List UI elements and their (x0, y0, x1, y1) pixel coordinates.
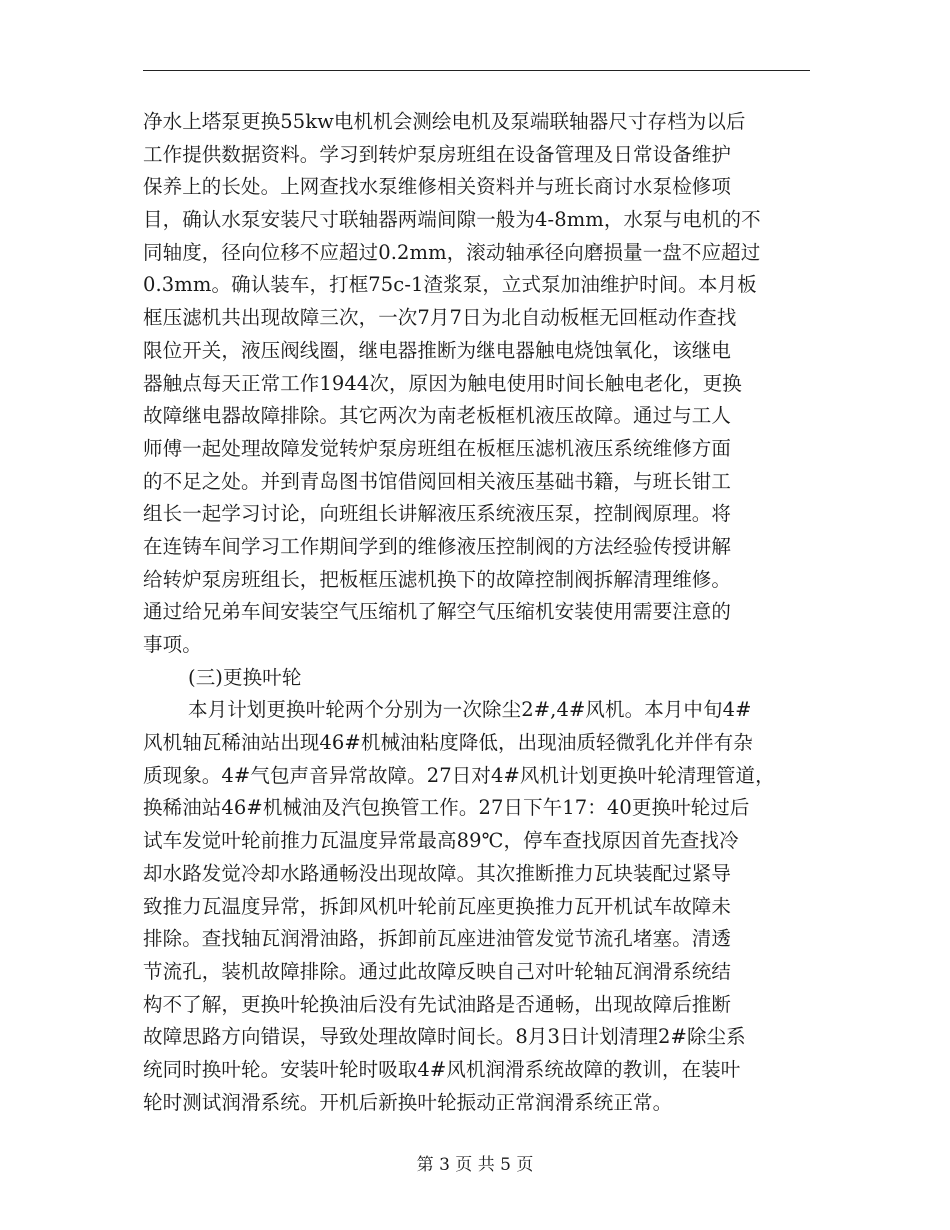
document-body (143, 106, 815, 1119)
text-line: 保养上的长处。上网查找水泵维修相关资料并与班长商讨水泵检修项 (143, 175, 732, 199)
text-line: 构不了解，更换叶轮换油后没有先试油路是否通畅，出现故障后推断 (143, 992, 732, 1016)
text-line: 工作提供数据资料。学习到转炉泵房班组在设备管理及日常设备维护 (143, 142, 732, 166)
text-line: 节流孔，装机故障排除。通过此故障反映自己对叶轮轴瓦润滑系统结 (143, 959, 732, 983)
page-number: 第 3 页 共 5 页 (416, 1155, 534, 1175)
text-line: 在连铸车间学习工作期间学到的维修液压控制阀的方法经验传授讲解 (143, 534, 732, 558)
text-line: 致推力瓦温度异常，拆卸风机叶轮前瓦座更换推力瓦开机试车故障未 (143, 894, 732, 918)
text-line: 质现象。4#气包声音异常故障。27日对4#风机计划更换叶轮清理管道， (143, 763, 775, 787)
text-line: 本月计划更换叶轮两个分别为一次除尘2#,4#风机。本月中旬4# (188, 698, 752, 722)
text-line: 的不足之处。并到青岛图书馆借阅回相关液压基础书籍，与班长钳工 (143, 469, 732, 493)
text-line: 试车发觉叶轮前推力瓦温度异常最高89℃，停车查找原因首先查找冷 (143, 829, 739, 853)
text-line: 通过给兄弟车间安装空气压缩机了解空气压缩机安装使用需要注意的 (143, 600, 732, 624)
text-line: 0.3mm。确认装车，打框75c-1渣浆泵，立式泵加油维护时间。本月板 (143, 273, 757, 297)
text-line: 故障继电器故障排除。其它两次为南老板框机液压故障。通过与工人 (143, 404, 732, 428)
text-line: 师傅一起处理故障发觉转炉泵房班组在板框压滤机液压系统维修方面 (143, 436, 732, 460)
header-rule (143, 70, 810, 71)
text-line: 风机轴瓦稀油站出现46#机械油粘度降低，出现油质轻微乳化并伴有杂 (143, 731, 753, 755)
section-heading: (三)更换叶轮 (188, 665, 302, 689)
text-line: 组长一起学习讨论，向班组长讲解液压系统液压泵，控制阀原理。将 (143, 502, 732, 526)
text-line: 统同时换叶轮。安装叶轮时吸取4#风机润滑系统故障的教训，在装叶 (143, 1057, 741, 1081)
text-line: 框压滤机共出现故障三次，一次7月7日为北自动板框无回框动作查找 (143, 306, 737, 330)
text-line: 净水上塔泵更换55kw电机机会测绘电机及泵端联轴器尺寸存档为以后 (143, 110, 746, 133)
text-line: 限位开关，液压阀线圈，继电器推断为继电器触电烧蚀氧化，该继电 (143, 338, 732, 362)
text-line: 却水路发觉冷却水路通畅没出现故障。其次推断推力瓦块装配过紧导 (143, 861, 732, 885)
text-line: 故障思路方向错误，导致处理故障时间长。8月3日计划清理2#除尘系 (143, 1025, 746, 1049)
text-line: 器触点每天正常工作1944次，原因为触电使用时间长触电老化，更换 (143, 371, 742, 395)
text-line: 换稀油站46#机械油及汽包换管工作。27日下午17：40更换叶轮过后 (143, 796, 750, 820)
text-line: 目，确认水泵安装尺寸联轴器两端间隙一般为4-8mm，水泵与电机的不 (143, 208, 761, 232)
text-line: 轮时测试润滑系统。开机后新换叶轮振动正常润滑系统正常。 (143, 1090, 673, 1114)
text-line: 事项。 (143, 633, 202, 656)
text-line: 排除。查找轴瓦润滑油路，拆卸前瓦座进油管发觉节流孔堵塞。清透 (143, 927, 732, 951)
text-line: 同轴度，径向位移不应超过0.2mm，滚动轴承径向磨损量一盘不应超过 (143, 240, 761, 264)
text-line: 给转炉泵房班组长，把板框压滤机换下的故障控制阀拆解清理维修。 (143, 567, 732, 591)
